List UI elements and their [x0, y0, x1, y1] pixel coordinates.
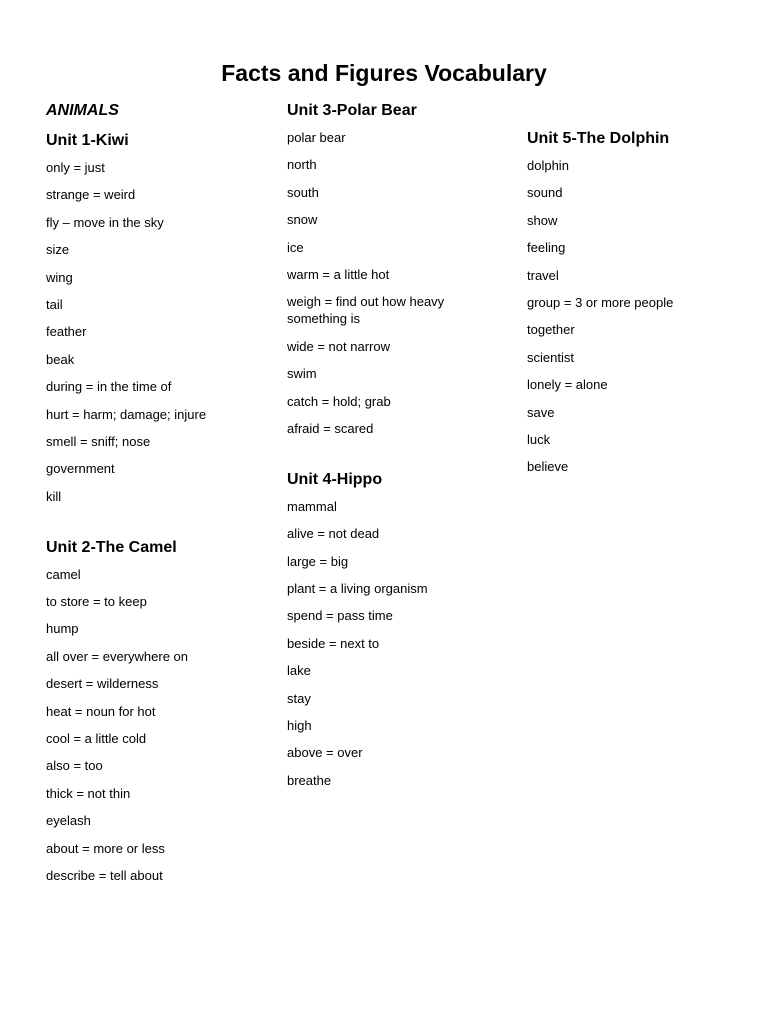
unit-4-heading: Unit 4-Hippo: [287, 470, 383, 488]
vocab-item: feather: [46, 324, 87, 340]
vocab-item: kill: [46, 488, 62, 504]
vocab-item: smell = sniff; nose: [46, 433, 151, 449]
unit-5-section: [527, 128, 727, 475]
vocab-item: believe: [527, 459, 569, 475]
vocab-item: all over = everywhere on: [46, 648, 188, 664]
vocab-item: heat = noun for hot: [46, 703, 156, 719]
page-title: Facts and Figures Vocabulary: [221, 60, 547, 87]
unit-1-heading: Unit 1-Kiwi: [46, 132, 129, 149]
vocab-item: desert = wilderness: [46, 676, 159, 692]
column-middle: [287, 100, 497, 821]
vocab-item: during = in the time of: [46, 379, 172, 395]
vocab-item: lonely = alone: [527, 377, 608, 393]
vocab-item: weigh = find out how heavy something is: [287, 294, 445, 327]
vocab-item: sound: [527, 185, 563, 201]
vocab-item: wide = not narrow: [287, 338, 390, 354]
unit-5-heading: Unit 5-The Dolphin: [527, 130, 670, 147]
vocab-item: breathe: [287, 772, 332, 788]
vocab-item: above = over: [287, 745, 363, 761]
vocab-item: large = big: [287, 553, 349, 569]
category-heading: ANIMALS: [46, 102, 119, 119]
vocab-item: lake: [287, 663, 311, 679]
vocab-item: tail: [46, 296, 63, 312]
vocab-item: warm = a little hot: [287, 266, 390, 282]
vocab-item: save: [527, 404, 555, 420]
vocab-item: dolphin: [527, 158, 569, 173]
vocab-item: south: [287, 184, 319, 200]
vocab-item: feeling: [527, 240, 566, 256]
vocab-item: luck: [527, 431, 551, 447]
vocab-item: beak: [46, 351, 75, 367]
vocab-item: hump: [46, 621, 79, 637]
vocab-item: alive = not dead: [287, 526, 380, 542]
vocab-item: eyelash: [46, 813, 91, 829]
vocab-item: snow: [287, 212, 318, 228]
vocab-item: government: [46, 461, 115, 477]
unit-4-word-list: [287, 498, 497, 789]
vocab-item: show: [527, 212, 558, 228]
vocab-item: ice: [287, 239, 304, 255]
unit-2-word-list: [46, 566, 256, 884]
unit-2-section: [46, 537, 256, 884]
vocab-item: mammal: [287, 498, 337, 514]
unit-4-section: [287, 469, 497, 789]
unit-3-word-list: [287, 129, 497, 437]
column-right: [527, 128, 727, 507]
vocab-item: wing: [46, 269, 73, 285]
vocab-item: stay: [287, 690, 311, 706]
vocab-item: size: [46, 242, 70, 258]
vocab-item: swim: [287, 366, 317, 382]
vocab-item: only = just: [46, 160, 105, 175]
vocab-item: polar bear: [287, 130, 346, 145]
vocab-item: plant = a living organism: [287, 581, 428, 597]
vocab-item: about = more or less: [46, 840, 165, 856]
vocab-item: together: [527, 322, 575, 338]
vocab-item: travel: [527, 267, 559, 283]
unit-3-section: [287, 100, 497, 437]
vocab-item: also = too: [46, 758, 103, 774]
vocab-item: scientist: [527, 349, 574, 365]
vocab-item: cool = a little cold: [46, 731, 147, 747]
unit-1-word-list: [46, 159, 256, 505]
vocab-item: north: [287, 157, 317, 173]
vocab-item: describe = tell about: [46, 867, 163, 883]
unit-5-word-list: [527, 157, 727, 475]
vocab-item: afraid = scared: [287, 420, 374, 436]
vocab-item: high: [287, 718, 312, 734]
vocab-item: strange = weird: [46, 187, 136, 203]
unit-2-heading: Unit 2-The Camel: [46, 538, 177, 556]
vocab-item: to store = to keep: [46, 594, 147, 610]
vocab-item: spend = pass time: [287, 608, 393, 624]
unit-1-section: [46, 130, 256, 505]
vocab-item: hurt = harm; damage; injure: [46, 406, 207, 422]
vocab-item: thick = not thin: [46, 785, 131, 801]
vocab-item: beside = next to: [287, 635, 380, 651]
vocab-item: catch = hold; grab: [287, 393, 391, 409]
vocab-item: fly – move in the sky: [46, 214, 164, 230]
unit-3-heading: Unit 3-Polar Bear: [287, 102, 417, 119]
column-left: [46, 100, 256, 916]
vocab-item: camel: [46, 566, 81, 582]
vocab-item: group = 3 or more people: [527, 294, 674, 310]
